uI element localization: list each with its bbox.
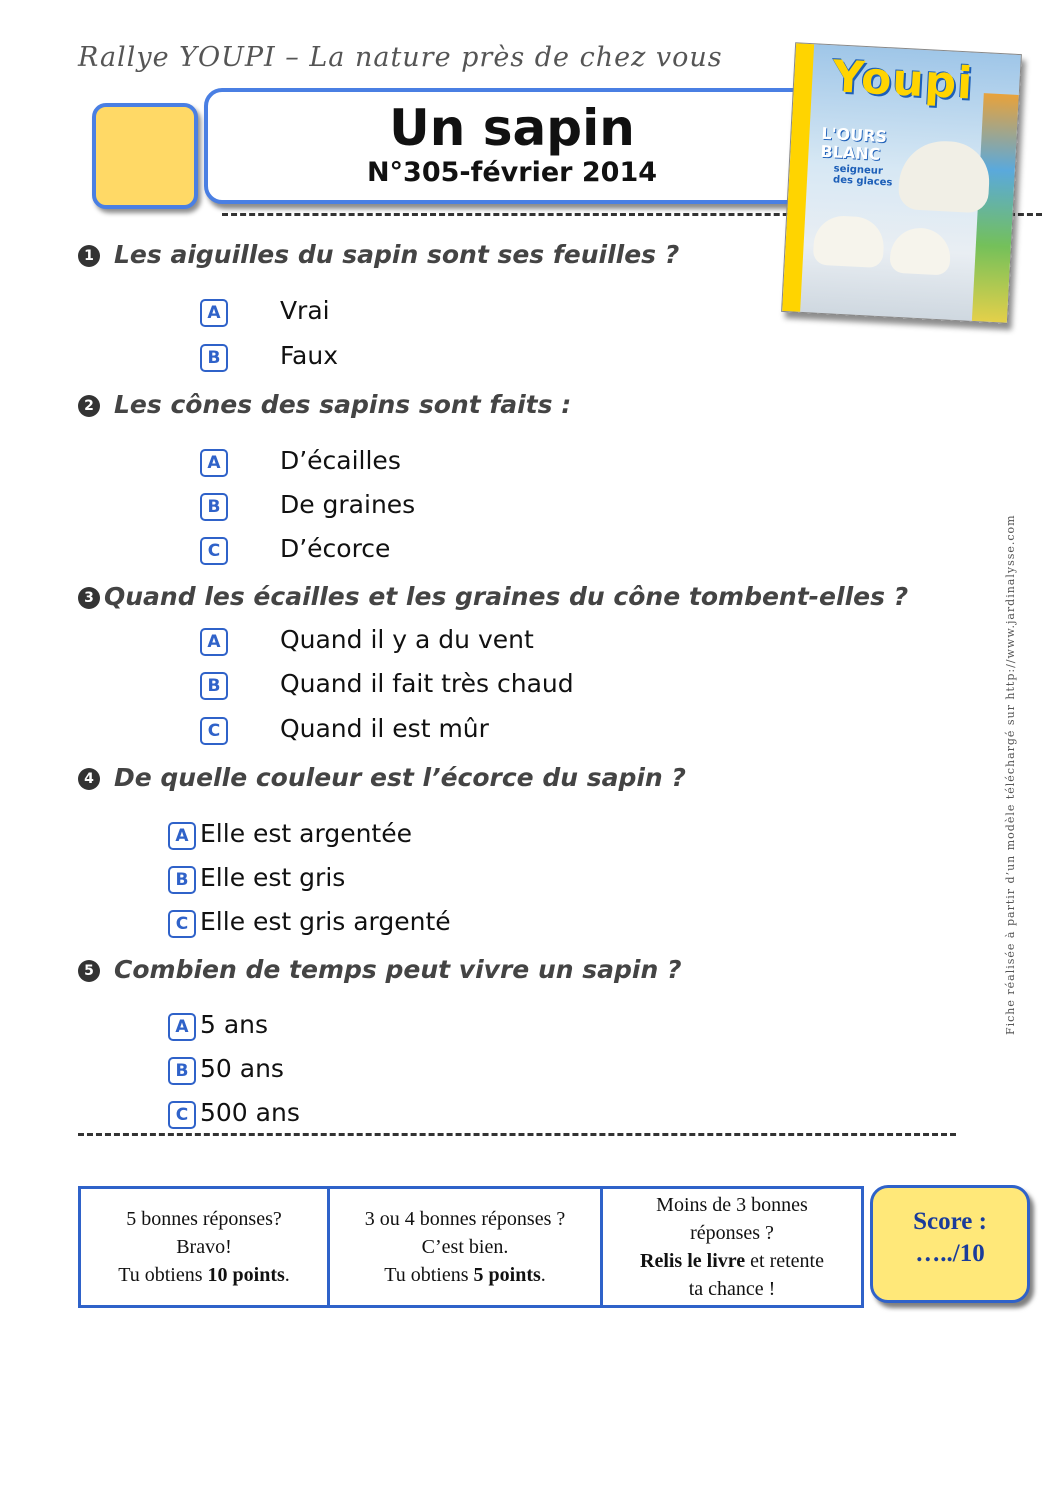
- scoring-line: Tu obtiens 5 points.: [384, 1264, 546, 1286]
- scoring-cell-3-4: [330, 1189, 603, 1305]
- option-text: De graines: [279, 490, 416, 519]
- option-letter-badge: A: [200, 449, 228, 477]
- scoring-table: [78, 1186, 864, 1308]
- question-number-2: 2: [78, 395, 100, 417]
- score-box: [870, 1185, 1030, 1303]
- option-letter-badge: B: [200, 493, 228, 521]
- polar-bear-shape: [898, 139, 992, 214]
- question-3: [78, 582, 908, 611]
- option-3b[interactable]: [200, 669, 574, 700]
- option-text: Quand il est mûr: [279, 714, 489, 743]
- scoring-line: 3 ou 4 bonnes réponses ?: [364, 1208, 566, 1230]
- option-5a[interactable]: [168, 1010, 268, 1041]
- cover-logo: Youpi: [831, 51, 975, 110]
- option-letter-badge: B: [168, 866, 196, 894]
- option-letter-badge: C: [200, 537, 228, 565]
- question-text: Les aiguilles du sapin sont ses feuilles ?: [114, 240, 680, 269]
- option-letter-badge: A: [168, 1013, 196, 1041]
- page-title: Un sapin: [389, 99, 635, 157]
- option-text: 500 ans: [200, 1098, 300, 1127]
- question-text: Combien de temps peut vivre un sapin ?: [114, 955, 682, 984]
- scoring-line: réponses ?: [690, 1222, 774, 1244]
- divider-bottom: [78, 1133, 956, 1136]
- question-text: Les cônes des sapins sont faits :: [114, 390, 572, 419]
- scoring-cell-less-3: [603, 1189, 861, 1305]
- magazine-cover-image: [781, 42, 1022, 324]
- scoring-line: Bravo!: [176, 1236, 232, 1258]
- option-3c[interactable]: [200, 714, 489, 745]
- cover-sub-2: des glaces: [832, 174, 893, 189]
- question-number-4: 4: [78, 768, 100, 790]
- option-letter-badge: C: [168, 1101, 196, 1129]
- option-3a[interactable]: [200, 625, 534, 656]
- option-text: Elle est gris argenté: [200, 907, 451, 936]
- option-5b[interactable]: [168, 1054, 284, 1085]
- question-number-5: 5: [78, 960, 100, 982]
- issue-subtitle: N°305-février 2014: [366, 157, 658, 188]
- cover-headline-1: L'OURS: [820, 123, 888, 147]
- scoring-line: Moins de 3 bonnes: [656, 1194, 808, 1216]
- option-text: Elle est gris: [200, 863, 346, 892]
- bear-cub-shape: [889, 227, 951, 276]
- credit-text: Fiche réalisée à partir d’un modèle téléchargé sur http://www.jardinalysse.com: [1004, 514, 1017, 1035]
- option-text: 5 ans: [200, 1010, 269, 1039]
- option-text: Quand il y a du vent: [279, 625, 534, 654]
- answer-color-box: [92, 103, 198, 209]
- option-text: Faux: [279, 341, 338, 370]
- question-text: De quelle couleur est l’écorce du sapin ?: [114, 763, 686, 792]
- question-text: Quand les écailles et les graines du cône tombent-elles ?: [104, 582, 909, 611]
- cover-sub-1: seigneur: [833, 163, 884, 178]
- option-letter-badge: B: [200, 344, 228, 372]
- option-4a[interactable]: [168, 819, 412, 850]
- option-letter-badge: A: [200, 299, 228, 327]
- option-4b[interactable]: [168, 863, 345, 894]
- option-text: D’écorce: [279, 534, 391, 563]
- option-letter-badge: A: [168, 822, 196, 850]
- bear-cub-shape: [813, 215, 886, 269]
- question-4: [78, 763, 686, 792]
- question-5: [78, 955, 681, 984]
- scoring-line: 5 bonnes réponses?: [126, 1208, 282, 1230]
- option-1b[interactable]: [200, 341, 338, 372]
- scoring-line: Tu obtiens 10 points.: [118, 1264, 290, 1286]
- option-2a[interactable]: [200, 446, 401, 477]
- scoring-line: C’est bien.: [421, 1236, 509, 1258]
- question-number-1: 1: [78, 245, 100, 267]
- option-letter-badge: B: [200, 672, 228, 700]
- question-number-3: 3: [78, 587, 100, 609]
- cover-subheadline: [833, 163, 893, 188]
- option-2c[interactable]: [200, 534, 390, 565]
- option-4c[interactable]: [168, 907, 451, 938]
- option-letter-badge: B: [168, 1057, 196, 1085]
- question-2: [78, 390, 571, 419]
- cover-headline: [820, 125, 887, 164]
- option-text: Quand il fait très chaud: [279, 669, 574, 698]
- title-box: [204, 88, 820, 204]
- option-text: Vrai: [279, 296, 330, 325]
- option-letter-badge: A: [200, 628, 228, 656]
- scoring-line: ta chance !: [688, 1278, 776, 1300]
- scoring-cell-5: [81, 1189, 330, 1305]
- option-1a[interactable]: [200, 296, 330, 327]
- score-label: Score :: [913, 1208, 987, 1235]
- option-2b[interactable]: [200, 490, 415, 521]
- question-1: [78, 240, 679, 269]
- header-rallye-title: Rallye YOUPI – La nature près de chez vous: [78, 42, 723, 73]
- scoring-line: Relis le livre et retente: [640, 1250, 824, 1272]
- option-text: Elle est argentée: [200, 819, 412, 848]
- option-text: D’écailles: [279, 446, 401, 475]
- option-letter-badge: C: [168, 910, 196, 938]
- option-letter-badge: C: [200, 717, 228, 745]
- option-5c[interactable]: [168, 1098, 300, 1129]
- score-value: …../10: [915, 1240, 985, 1267]
- option-text: 50 ans: [200, 1054, 284, 1083]
- cover-headline-2: BLANC: [820, 141, 881, 164]
